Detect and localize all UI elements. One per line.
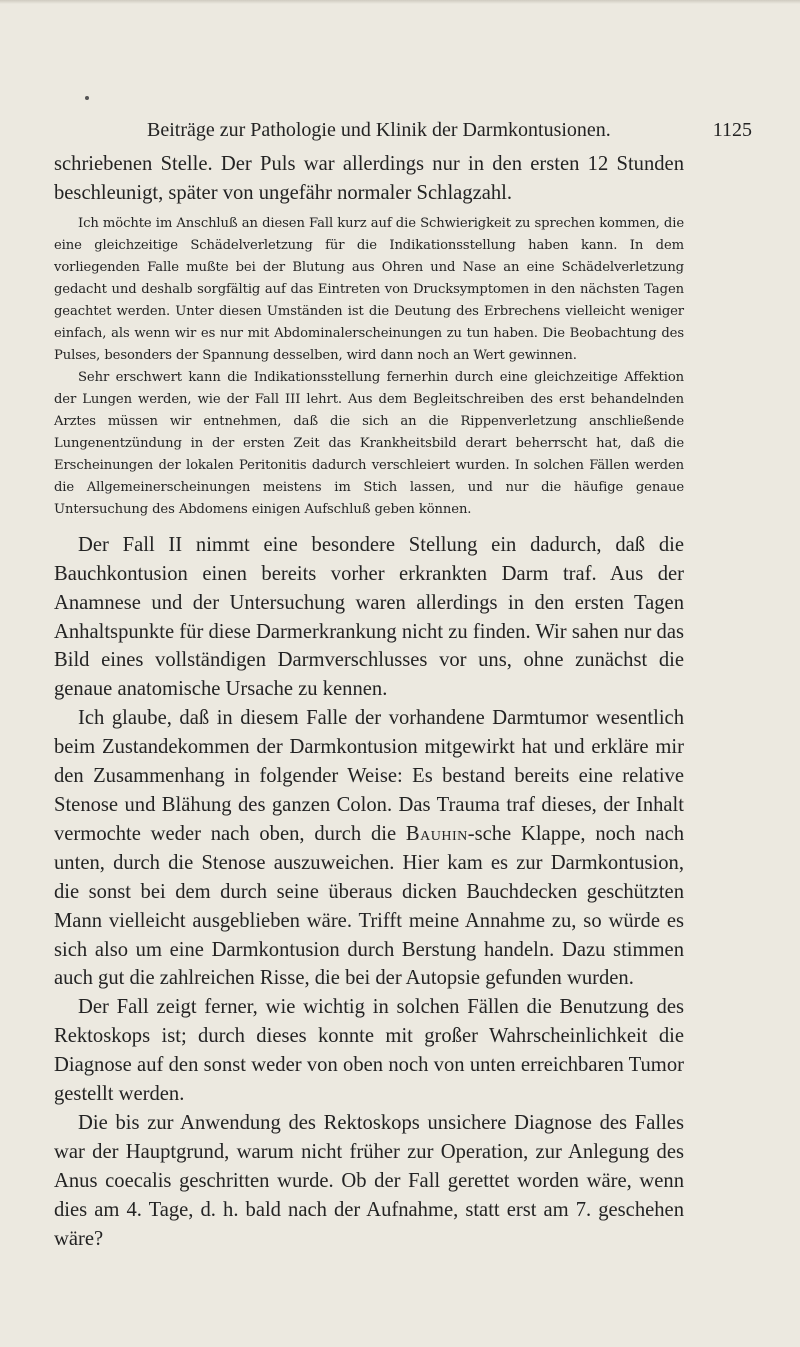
- page-number: 1125: [712, 119, 752, 141]
- running-title: Beiträge zur Pathologie und Klinik der Darmkontusionen.: [147, 119, 611, 141]
- paragraph-darmtumor-part-1: Ich glaube, daß in diesem Falle der vorhandene Darmtumor wesentlich beim Zustandekommen der Darmkontusion mitgewirkt hat und erkläre mir den Zusammenhang in folgender Weise: Es bestand bereits eine relative Stenose und Blähung des ganzen Colon. Das Trauma traf dieses, der Inhalt vermochte weder nach oben, durch die: [54, 707, 684, 845]
- running-header: [147, 119, 752, 149]
- paragraph-darmtumor: Ich glaube, daß in diesem Falle der vorhandene Darmtumor wesentlich beim Zustandekommen der Darmkontusion mitgewirkt hat und erkläre mir den Zusammenhang in folgender Weise: Es bestand bereits eine relative Stenose und Blähung des ganzen Colon. Das Trauma traf dieses, der Inhalt vermochte weder nach oben, durch die Bauhin-sche Klappe, noch nach unten, durch die Stenose auszuweichen. Hier kam es zur Darmkontusion, die sonst bei dem durch seine überaus dicken Bauchdecken geschützten Mann vielleicht ausgeblieben wäre. Trifft meine Annahme zu, so würde es sich also um eine Darmkontusion durch Berstung handeln. Dazu stimmen auch gut die zahlreichen Risse, die bei der Autopsie gefunden wurden.: [54, 707, 685, 990]
- paragraph-continuation: schriebenen Stelle. Der Puls war allerdings nur in den ersten 12 Stunden beschleunigt, später von ungefähr normaler Schlagzahl.: [54, 153, 684, 204]
- paragraph-diagnose: Die bis zur Anwendung des Rektoskops unsichere Diagnose des Falles war der Hauptgrund, warum nicht früher zur Operation, zur Anlegung des Anus coecalis geschritten wurde. Ob der Fall gerettet worden wäre, wenn dies am 4. Tage, d. h. bald nach der Aufnahme, statt erst am 7. geschehen wäre?: [54, 1111, 684, 1250]
- author-name-bauhin: Bauhin: [405, 822, 468, 845]
- body-text: [54, 150, 684, 1253]
- paragraph-gap: [54, 521, 684, 531]
- paragraph-fall-2: Der Fall II nimmt eine besondere Stellung ein dadurch, daß die Bauchkontusion einen bereits vorher erkrankten Darm traf. Aus der Anamnese und der Untersuchung waren allerdings in den ersten Tagen Anhaltspunkte für diese Darmerkrankung nicht zu finden. Wir sahen nur das Bild eines vollständigen Darmverschlusses vor uns, ohne zunächst die genaue anatomische Ursache zu kennen.: [54, 533, 684, 701]
- paragraph-rektoskop: Der Fall zeigt ferner, wie wichtig in solchen Fällen die Benutzung des Rektoskops ist; durch dieses konnte mit großer Wahrscheinlichkeit die Diagnose auf den sonst weder von oben noch von unten erreichbaren Tumor gestellt werden.: [54, 996, 684, 1106]
- paragraph-small-1: Ich möchte im Anschluß an diesen Fall kurz auf die Schwierigkeit zu sprechen kommen, die eine gleichzeitige Schädelverletzung für die Indikationsstellung haben kann. In dem vorliegenden Falle mußte bei der Blutung aus Ohren und Nase an eine Schädelverletzung gedacht und deshalb sorgfältig auf das Eintreten von Drucksymptomen in den nächsten Tagen geachtet werden. Unter diesen Umständen ist die Deutung des Erbrechens vielleicht weniger einfach, als wenn wir es nur mit Abdominalerscheinungen zu tun haben. Die Beobachtung des Pulses, besonders der Spannung desselben, wird dann noch an Wert gewinnen.: [54, 215, 684, 363]
- paragraph-small-2: Sehr erschwert kann die Indikationsstellung fernerhin durch eine gleichzeitige Affektion der Lungen werden, wie der Fall III lehrt. Aus dem Begleitschreiben des erst behandelnden Arztes müssen wir entnehmen, daß die sich an die Rippenverletzung anschließende Lungenentzündung in der ersten Zeit das Krankheitsbild derart beherrscht hat, daß die Erscheinungen der lokalen Peritonitis dadurch verschleiert wurden. In solchen Fällen werden die Allgemeinerscheinungen meistens im Stich lassen, und nur die häufige genaue Untersuchung des Abdomens einigen Aufschluß geben können.: [54, 369, 684, 517]
- paragraph-darmtumor-part-2: sche Klappe, noch nach unten, durch die Stenose auszuweichen. Hier kam es zur Darmkontusion, die sonst bei dem durch seine überaus dicken Bauchdecken geschützten Mann vielleicht ausgeblieben wäre. Trifft meine Annahme zu, so würde es sich also um eine Darmkontusion durch Berstung handeln. Dazu stimmen auch gut die zahlreichen Risse, die bei der Autopsie gefunden wurden.: [54, 822, 685, 990]
